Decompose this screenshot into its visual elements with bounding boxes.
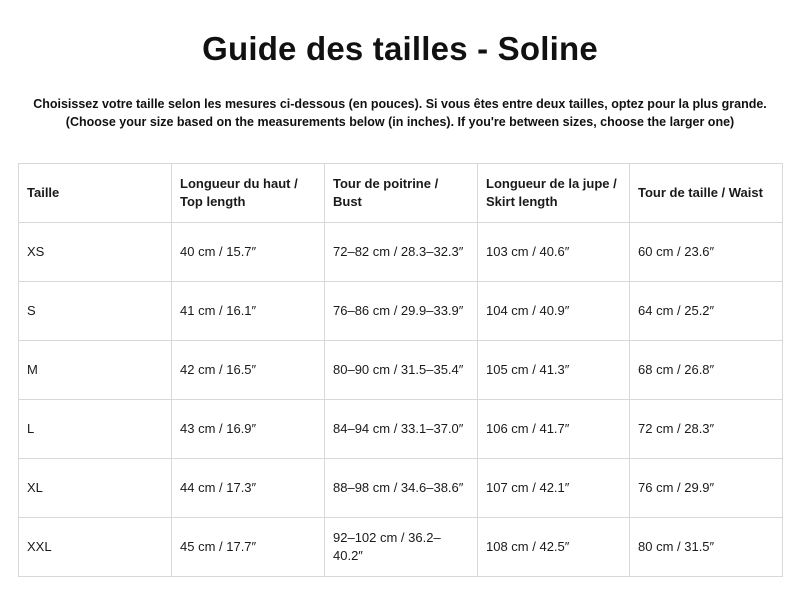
table-row <box>19 400 783 459</box>
cell-size: XXL <box>19 518 172 577</box>
cell-waist: 80 cm / 31.5″ <box>630 518 783 577</box>
table-row <box>19 282 783 341</box>
cell-skirt-length: 107 cm / 42.1″ <box>478 459 630 518</box>
intro-text <box>0 95 800 131</box>
cell-bust: 80–90 cm / 31.5–35.4″ <box>325 341 478 400</box>
cell-size: S <box>19 282 172 341</box>
header-size: Taille <box>19 164 172 223</box>
cell-waist: 72 cm / 28.3″ <box>630 400 783 459</box>
header-skirt-length: Longueur de la jupe / Skirt length <box>478 164 630 223</box>
cell-skirt-length: 108 cm / 42.5″ <box>478 518 630 577</box>
cell-size: XS <box>19 223 172 282</box>
cell-top-length: 43 cm / 16.9″ <box>172 400 325 459</box>
cell-top-length: 45 cm / 17.7″ <box>172 518 325 577</box>
cell-top-length: 44 cm / 17.3″ <box>172 459 325 518</box>
cell-top-length: 41 cm / 16.1″ <box>172 282 325 341</box>
header-bust: Tour de poitrine / Bust <box>325 164 478 223</box>
header-top-length: Longueur du haut / Top length <box>172 164 325 223</box>
cell-waist: 68 cm / 26.8″ <box>630 341 783 400</box>
table-row <box>19 223 783 282</box>
cell-top-length: 40 cm / 15.7″ <box>172 223 325 282</box>
cell-waist: 76 cm / 29.9″ <box>630 459 783 518</box>
cell-size: XL <box>19 459 172 518</box>
cell-bust: 84–94 cm / 33.1–37.0″ <box>325 400 478 459</box>
cell-size: M <box>19 341 172 400</box>
intro-line-french: Choisissez votre taille selon les mesures ci-dessous (en pouces). Si vous êtes entre deux tailles, optez pour la plus grande. <box>33 97 767 111</box>
cell-top-length: 42 cm / 16.5″ <box>172 341 325 400</box>
cell-bust: 92–102 cm / 36.2–40.2″ <box>325 518 478 577</box>
intro-line-english: (Choose your size based on the measurements below (in inches). If you're between sizes, choose the larger one) <box>65 115 735 129</box>
cell-waist: 60 cm / 23.6″ <box>630 223 783 282</box>
cell-skirt-length: 105 cm / 41.3″ <box>478 341 630 400</box>
table-row <box>19 518 783 577</box>
cell-skirt-length: 103 cm / 40.6″ <box>478 223 630 282</box>
table-row <box>19 341 783 400</box>
cell-bust: 88–98 cm / 34.6–38.6″ <box>325 459 478 518</box>
page-title: Guide des tailles - Soline <box>202 30 598 67</box>
header-waist: Tour de taille / Waist <box>630 164 783 223</box>
table-header-row <box>19 164 783 223</box>
size-table <box>18 163 783 577</box>
cell-bust: 72–82 cm / 28.3–32.3″ <box>325 223 478 282</box>
table-row <box>19 459 783 518</box>
cell-skirt-length: 104 cm / 40.9″ <box>478 282 630 341</box>
cell-skirt-length: 106 cm / 41.7″ <box>478 400 630 459</box>
cell-size: L <box>19 400 172 459</box>
cell-waist: 64 cm / 25.2″ <box>630 282 783 341</box>
cell-bust: 76–86 cm / 29.9–33.9″ <box>325 282 478 341</box>
